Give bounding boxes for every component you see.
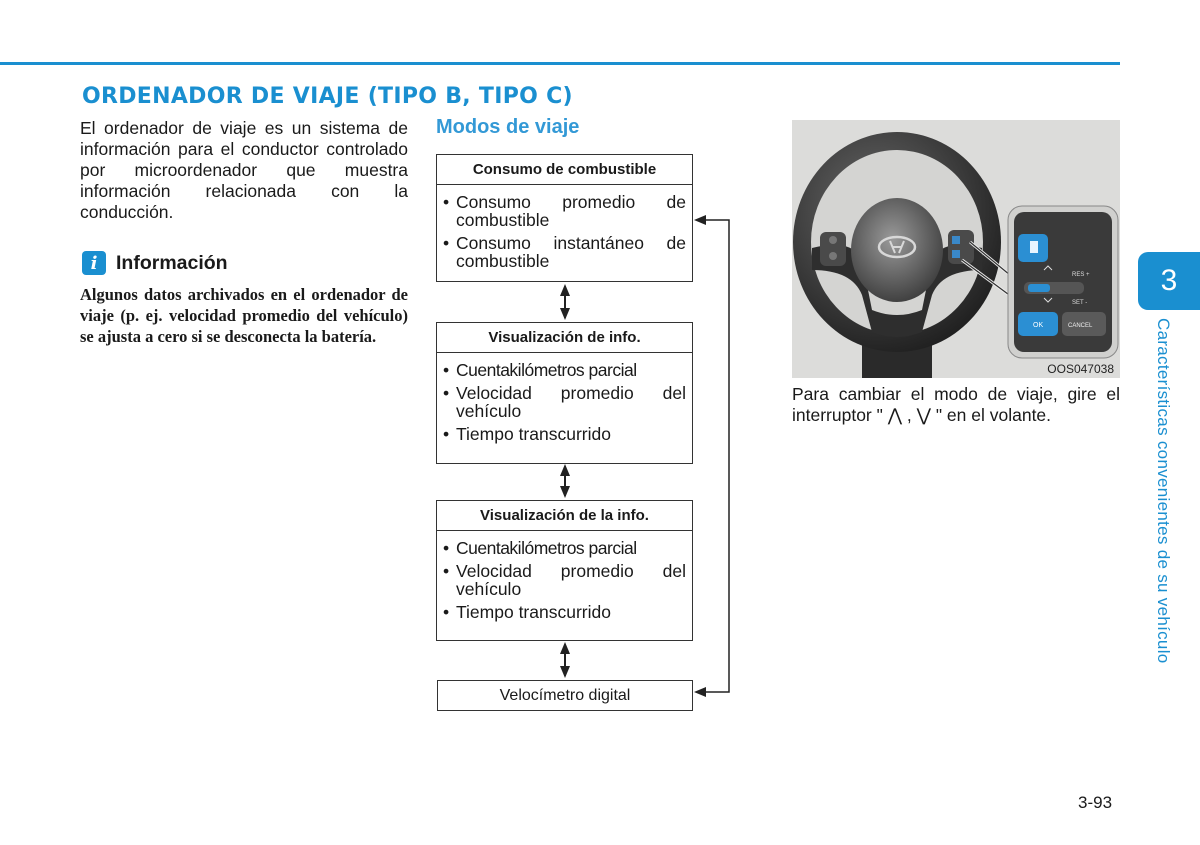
info-icon: i <box>82 251 106 275</box>
instruction-text: Para cambiar el modo de viaje, gire el interruptor " ⋀ , ⋁ " en el volante. <box>792 384 1120 425</box>
mode-box-header: Visualización de info. <box>437 323 692 353</box>
page-number: 3-93 <box>1078 793 1113 812</box>
list-item: • Tiempo transcurrido <box>443 425 686 443</box>
set-label: SET - <box>1072 300 1088 306</box>
return-arrow-icon <box>694 215 729 697</box>
res-label: RES + <box>1072 272 1090 278</box>
list-item: • Cuentakilómetros parcial <box>443 361 686 379</box>
chapter-tab: 3 <box>1138 252 1200 310</box>
intro-paragraph: El ordenador de viaje es un sistema de información para el conductor controlado por microordenador que muestra información relacionada con la conducción. <box>80 118 408 222</box>
list-item: • Velocidad promedio del vehículo <box>443 384 686 420</box>
mode-box-speedometer: Velocímetro digital <box>437 680 693 711</box>
list-item: • Consumo promedio de combustible <box>443 193 686 229</box>
list-item: • Consumo instantáneo de combustible <box>443 234 686 270</box>
list-item: • Tiempo transcurrido <box>443 603 686 621</box>
steering-wheel-figure <box>792 120 1120 378</box>
mode-box-header: Visualización de la info. <box>437 501 692 531</box>
info-body: Algunos datos archivados en el ordenador de viaje (p. ej. velocidad promedio del vehículo) se ajusta a cero si se desconecta la batería. <box>80 285 408 346</box>
section-title: ORDENADOR DE VIAJE (TIPO B, TIPO C) <box>82 84 573 109</box>
double-arrow-icon <box>560 284 570 320</box>
ok-label: OK <box>1033 322 1044 329</box>
double-arrow-icon <box>560 642 570 678</box>
figure-caption: OOS047038 <box>1047 362 1114 376</box>
double-arrow-icon <box>560 464 570 498</box>
list-item: • Velocidad promedio del vehículo <box>443 562 686 598</box>
cancel-label: CANCEL <box>1068 323 1093 329</box>
mode-box-header: Consumo de combustible <box>437 155 692 185</box>
list-item: • Cuentakilómetros parcial <box>443 539 686 557</box>
chapter-title: Características convenientes de su vehículo <box>1154 318 1173 664</box>
modes-title: Modos de viaje <box>436 116 580 138</box>
steering-wheel-icon <box>792 120 1120 378</box>
info-title: Información <box>116 251 228 274</box>
